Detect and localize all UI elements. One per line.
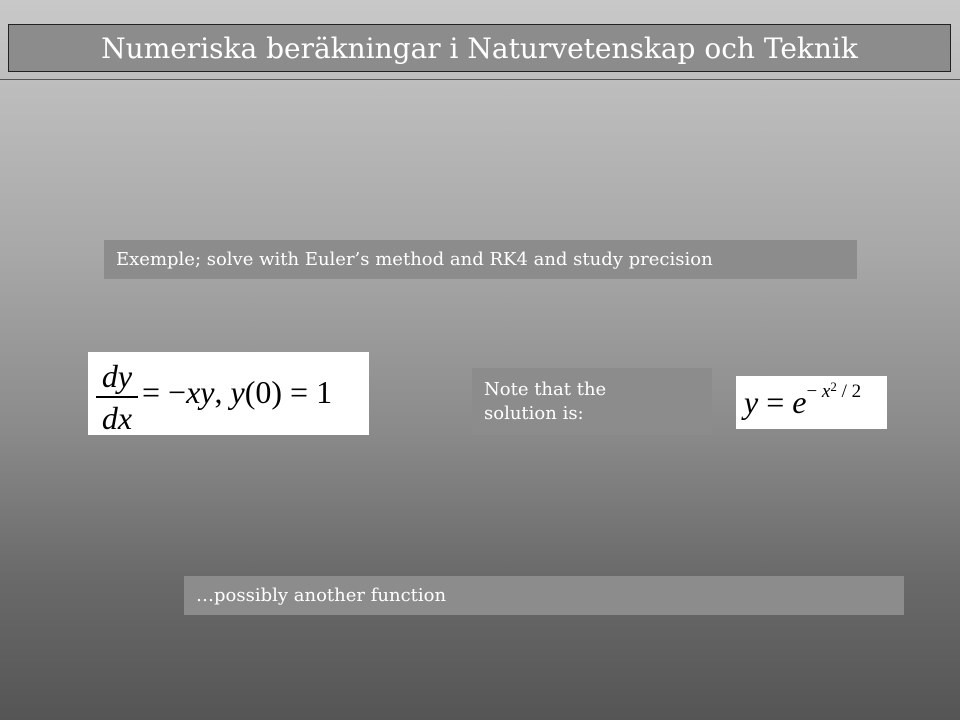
exponent-var: x <box>821 381 831 402</box>
ode-equation <box>88 352 369 435</box>
initial-condition: (0) = 1 <box>244 374 333 410</box>
solution-lhs: y <box>744 384 759 420</box>
exponent-power: 2 <box>830 379 837 394</box>
fraction-denominator: dx <box>101 400 133 436</box>
solution-exponent <box>806 381 861 402</box>
possibly-label <box>184 576 904 615</box>
exponent-sign: − <box>806 381 818 402</box>
solution-equals: = <box>758 384 793 420</box>
slide-title <box>8 24 951 72</box>
example-label <box>104 240 857 279</box>
example-text: Exemple; solve with Euler’s method and RK4 and study precision <box>116 249 713 270</box>
solution-formula <box>744 379 862 421</box>
initial-fn: y <box>230 374 245 410</box>
ode-equals: = − <box>142 374 187 410</box>
ode-separator: , <box>214 374 231 410</box>
possibly-text: …possibly another function <box>196 585 447 606</box>
slide-title-text: Numeriska beräkningar i Naturvetenskap och Teknik <box>101 31 858 65</box>
solution-equation <box>736 376 887 429</box>
exponent-divisor: / 2 <box>836 381 862 402</box>
fraction-bar <box>96 396 138 398</box>
fraction-numerator: dy <box>101 358 133 394</box>
derivative-fraction <box>96 358 138 436</box>
title-divider <box>0 79 960 80</box>
ode-rhs <box>142 374 332 411</box>
note-label <box>472 368 712 435</box>
solution-base: e <box>792 384 807 420</box>
ode-rhs-var: xy <box>186 374 215 410</box>
note-text: Note that the solution is: <box>484 378 607 424</box>
